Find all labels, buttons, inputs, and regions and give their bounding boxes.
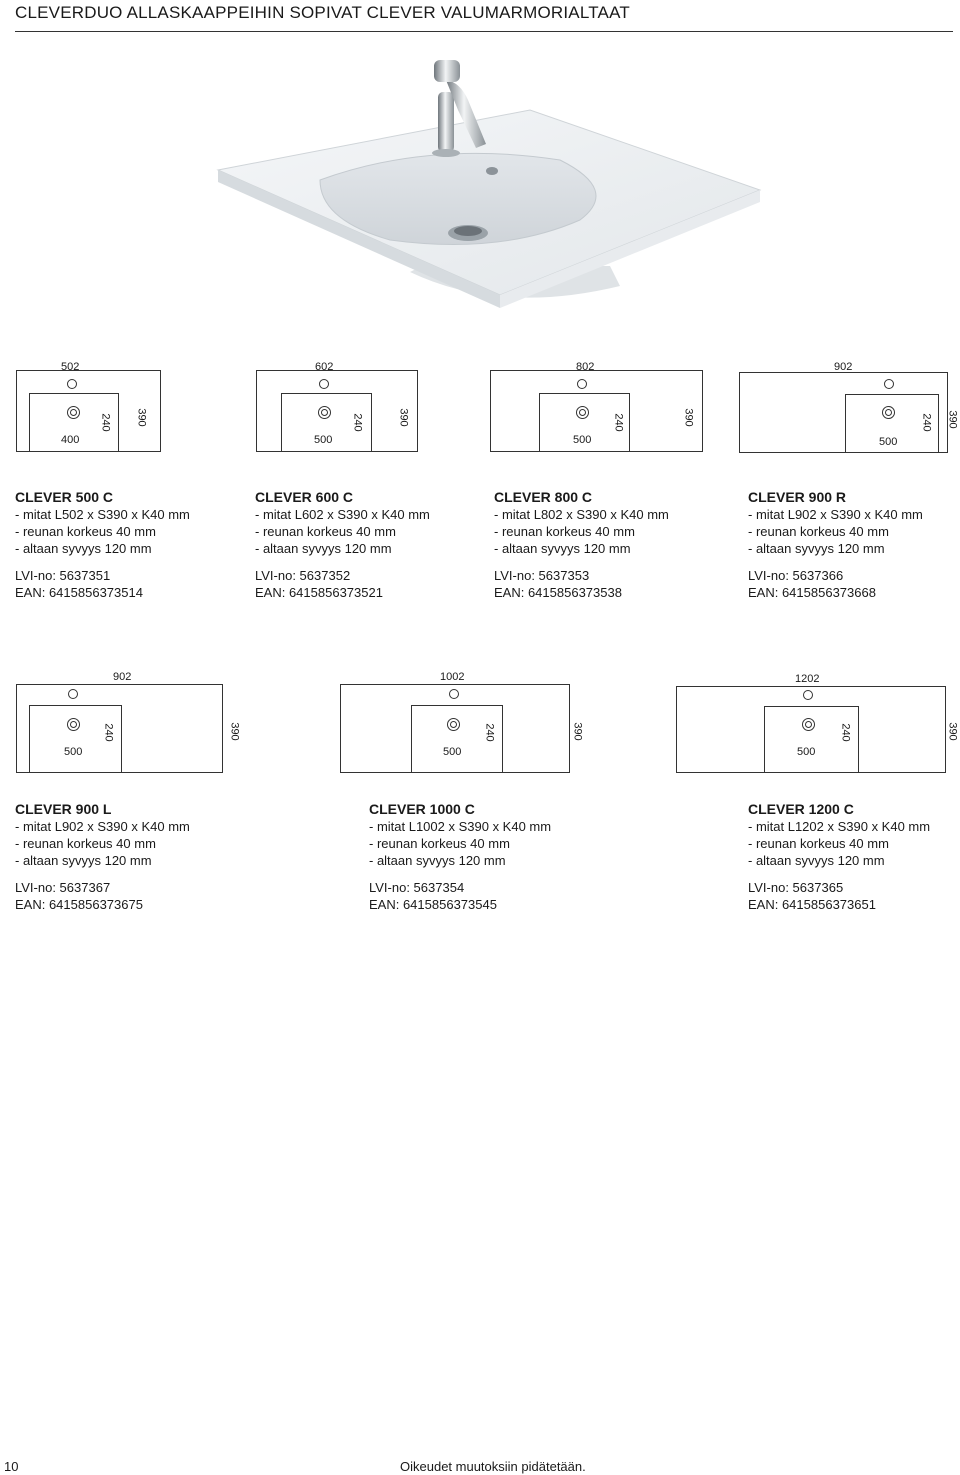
bowl-width-dimension: 500: [64, 746, 83, 758]
product-spec-clever-900-l: [15, 801, 190, 913]
product-spec-clever-800-c: [494, 489, 669, 601]
basin-depth-text: - altaan syvyys 120 mm: [255, 541, 392, 556]
rim-height-text: - reunan korkeus 40 mm: [748, 524, 889, 539]
drain-icon: [318, 406, 331, 419]
depth-dimension: 390: [228, 722, 241, 741]
ean-code: EAN: 6415856373538: [494, 585, 622, 600]
ean-code: EAN: 6415856373675: [15, 897, 143, 912]
depth-dimension: 390: [682, 408, 695, 427]
ean-code: EAN: 6415856373521: [255, 585, 383, 600]
rim-height-text: - reunan korkeus 40 mm: [494, 524, 635, 539]
product-spec-clever-600-c: [255, 489, 430, 601]
product-name: CLEVER 1200 C: [748, 801, 854, 817]
width-dimension: 602: [315, 361, 334, 373]
drain-icon: [447, 718, 460, 731]
bowl-width-dimension: 400: [61, 434, 80, 446]
dimensions-text: - mitat L1202 x S390 x K40 mm: [748, 819, 931, 834]
lvi-number: LVI-no: 5637351: [15, 568, 111, 583]
rim-height-text: - reunan korkeus 40 mm: [15, 524, 156, 539]
product-name: CLEVER 800 C: [494, 489, 593, 505]
lvi-number: LVI-no: 5637352: [255, 568, 351, 583]
dimensions-text: - mitat L502 x S390 x K40 mm: [15, 507, 190, 522]
rim-height-text: - reunan korkeus 40 mm: [15, 836, 156, 851]
product-spec-clever-1200-c: [748, 801, 930, 913]
width-dimension: 902: [113, 671, 132, 683]
bowl-depth-dimension: 240: [351, 413, 364, 432]
ean-code: EAN: 6415856373651: [748, 897, 876, 912]
rim-height-text: - reunan korkeus 40 mm: [255, 524, 396, 539]
width-dimension: 802: [576, 361, 595, 373]
drain-icon: [882, 406, 895, 419]
depth-dimension: 390: [135, 408, 148, 427]
washbasin-with-faucet-image: [200, 40, 770, 312]
product-name: CLEVER 600 C: [255, 489, 354, 505]
ean-code: EAN: 6415856373514: [15, 585, 143, 600]
basin-depth-text: - altaan syvyys 120 mm: [748, 541, 885, 556]
dimensions-text: - mitat L1002 x S390 x K40 mm: [369, 819, 552, 834]
dimensions-text: - mitat L602 x S390 x K40 mm: [255, 507, 430, 522]
basin-depth-text: - altaan syvyys 120 mm: [15, 541, 152, 556]
bowl-width-dimension: 500: [879, 436, 898, 448]
footer-note: Oikeudet muutoksiin pidätetään.: [400, 1459, 586, 1474]
width-dimension: 502: [61, 361, 80, 373]
width-dimension: 1002: [440, 671, 465, 683]
drain-icon: [67, 406, 80, 419]
bowl-width-dimension: 500: [573, 434, 592, 446]
bowl-depth-dimension: 240: [920, 413, 933, 432]
depth-dimension: 390: [946, 722, 959, 741]
bowl-depth-dimension: 240: [102, 723, 115, 742]
bowl-depth-dimension: 240: [99, 413, 112, 432]
depth-dimension: 390: [571, 722, 584, 741]
dimensions-text: - mitat L902 x S390 x K40 mm: [748, 507, 923, 522]
basin-depth-text: - altaan syvyys 120 mm: [748, 853, 885, 868]
basin-depth-text: - altaan syvyys 120 mm: [15, 853, 152, 868]
dimensions-text: - mitat L902 x S390 x K40 mm: [15, 819, 190, 834]
product-spec-clever-500-c: [15, 489, 190, 601]
lvi-number: LVI-no: 5637353: [494, 568, 590, 583]
drain-icon: [576, 406, 589, 419]
lvi-number: LVI-no: 5637365: [748, 880, 844, 895]
dimensions-text: - mitat L802 x S390 x K40 mm: [494, 507, 669, 522]
product-name: CLEVER 900 R: [748, 489, 847, 505]
rim-height-text: - reunan korkeus 40 mm: [748, 836, 889, 851]
product-name: CLEVER 1000 C: [369, 801, 475, 817]
drain-icon: [67, 718, 80, 731]
page-title: CLEVERDUO ALLASKAAPPEIHIN SOPIVAT CLEVER VALUMARMORIALTAAT: [15, 3, 630, 22]
width-dimension: 1202: [795, 673, 820, 685]
ean-code: EAN: 6415856373545: [369, 897, 497, 912]
product-name: CLEVER 900 L: [15, 801, 112, 817]
header-divider: [15, 31, 953, 32]
rim-height-text: - reunan korkeus 40 mm: [369, 836, 510, 851]
width-dimension: 902: [834, 361, 853, 373]
lvi-number: LVI-no: 5637354: [369, 880, 465, 895]
depth-dimension: 390: [946, 410, 959, 429]
basin-depth-text: - altaan syvyys 120 mm: [369, 853, 506, 868]
depth-dimension: 390: [397, 408, 410, 427]
product-spec-clever-900-r: [748, 489, 923, 601]
bowl-depth-dimension: 240: [612, 413, 625, 432]
product-name: CLEVER 500 C: [15, 489, 114, 505]
page-number: 10: [4, 1459, 19, 1474]
bowl-depth-dimension: 240: [483, 723, 496, 742]
drain-icon: [802, 718, 815, 731]
lvi-number: LVI-no: 5637366: [748, 568, 844, 583]
ean-code: EAN: 6415856373668: [748, 585, 876, 600]
bowl-width-dimension: 500: [314, 434, 333, 446]
bowl-depth-dimension: 240: [839, 723, 852, 742]
bowl-width-dimension: 500: [443, 746, 462, 758]
lvi-number: LVI-no: 5637367: [15, 880, 111, 895]
product-spec-clever-1000-c: [369, 801, 551, 913]
basin-depth-text: - altaan syvyys 120 mm: [494, 541, 631, 556]
bowl-width-dimension: 500: [797, 746, 816, 758]
